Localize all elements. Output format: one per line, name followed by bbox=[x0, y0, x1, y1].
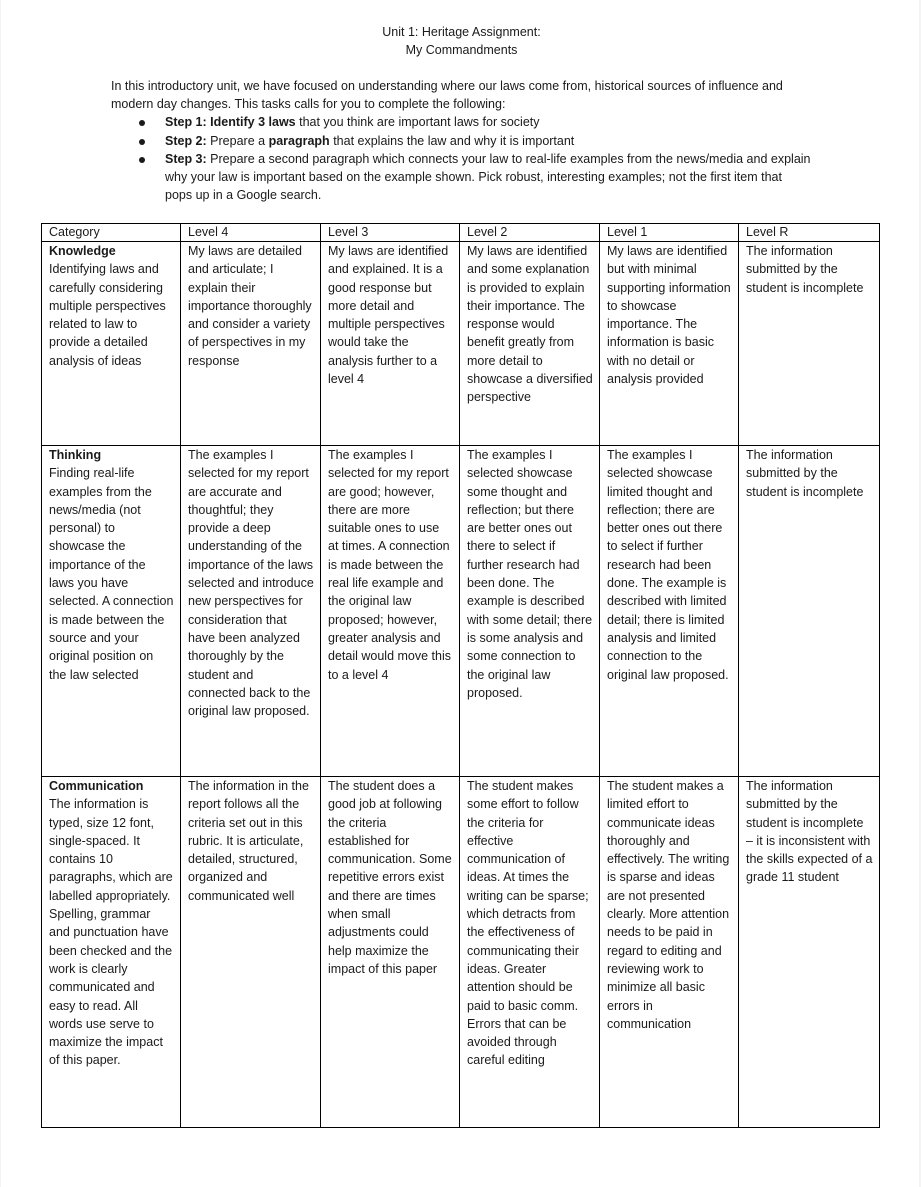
level-r-cell: The information submitted by the student is incomplete – it is inconsistent with the skills expected of a grade 11 student bbox=[739, 777, 880, 1128]
level-4-cell: My laws are detailed and articulate; I explain their importance thoroughly and consider a variety of perspectives in my response bbox=[181, 242, 321, 446]
category-description: The information is typed, size 12 font, single-spaced. It contains 10 paragraphs, which are labelled appropriately. Spelling, grammar and punctuation have been checked and the work is clearly communicated and easy to read. All words use serve to maximize the impact of this paper. bbox=[49, 797, 173, 1068]
category-description: Finding real-life examples from the news/media (not personal) to showcase the importance of the laws you have selected. A connection is made between the source and your original position on the law selected bbox=[49, 466, 174, 682]
bullet-icon bbox=[139, 120, 145, 126]
category-cell bbox=[42, 446, 181, 777]
header-level-r: Level R bbox=[739, 224, 880, 242]
step-item bbox=[111, 150, 811, 205]
table-row bbox=[42, 446, 880, 777]
category-name: Knowledge bbox=[49, 244, 116, 258]
step-item bbox=[111, 132, 811, 150]
table-row bbox=[42, 242, 880, 446]
header-level-3: Level 3 bbox=[321, 224, 460, 242]
category-cell bbox=[42, 242, 181, 446]
step-label: Step 1: bbox=[165, 115, 207, 130]
level-r-cell: The information submitted by the student is incomplete bbox=[739, 242, 880, 446]
category-description: Identifying laws and carefully considering multiple perspectives related to law to provide a detailed analysis of ideas bbox=[49, 262, 166, 368]
level-1-cell: The examples I selected showcase limited thought and reflection; there are better ones out there to select if further research had been done. The example is described with limited detail; there is limited analysis and limited connection to the original law proposed. bbox=[600, 446, 739, 777]
level-3-cell: The student does a good job at following the criteria established for communication. Some repetitive errors exist and there are times when small adjustments could help maximize the impact of this paper bbox=[321, 777, 460, 1128]
step-label: Step 2: bbox=[165, 133, 207, 148]
intro-section bbox=[111, 77, 811, 204]
step-item bbox=[111, 113, 811, 131]
table-row bbox=[42, 777, 880, 1128]
category-name: Thinking bbox=[49, 448, 102, 462]
header-category: Category bbox=[42, 224, 181, 242]
title-line-2: My Commandments bbox=[405, 43, 518, 57]
header-level-1: Level 1 bbox=[600, 224, 739, 242]
step-pre-text: Prepare a bbox=[210, 133, 266, 148]
intro-paragraph: In this introductory unit, we have focused on understanding where our laws come from, historical sources of influence and modern day changes. This tasks calls for you to complete the following: bbox=[111, 79, 783, 112]
step-label: Step 3: bbox=[165, 151, 207, 166]
level-1-cell: My laws are identified but with minimal supporting information to showcase importance. The information is basic with no detail or analysis provided bbox=[600, 242, 739, 446]
rubric-header-row bbox=[42, 224, 880, 242]
step-bold-text: paragraph bbox=[268, 133, 330, 148]
bullet-icon bbox=[139, 139, 145, 145]
level-4-cell: The examples I selected for my report are accurate and thoughtful; they provide a deep understanding of the importance of the laws selected and introduce new perspectives for consideration that have been analyzed thoroughly by the student and connected back to the original law proposed. bbox=[181, 446, 321, 777]
category-name: Communication bbox=[49, 779, 144, 793]
step-text: Prepare a second paragraph which connects your law to real-life examples from the news/media and explain why your law is important based on the example shown. Pick robust, interesting examples; not the first item that pops up in a Google search. bbox=[165, 151, 811, 203]
level-2-cell: My laws are identified and some explanation is provided to explain their importance. The response would benefit greatly from more detail to showcase a diversified perspective bbox=[460, 242, 600, 446]
level-r-cell: The information submitted by the student is incomplete bbox=[739, 446, 880, 777]
level-3-cell: The examples I selected for my report are good; however, there are more suitable ones to use at times. A connection is made between the real life example and the original law proposed; however, greater analysis and detail would move this to a level 4 bbox=[321, 446, 460, 777]
level-2-cell: The examples I selected showcase some thought and reflection; but there are better ones out there to select if further research had been done. The example is described with some detail; there is some analysis and some connection to the original law proposed. bbox=[460, 446, 600, 777]
level-3-cell: My laws are identified and explained. It is a good response but more detail and multiple perspectives would take the analysis further to a level 4 bbox=[321, 242, 460, 446]
header-level-4: Level 4 bbox=[181, 224, 321, 242]
step-text: that you think are important laws for society bbox=[299, 115, 540, 130]
steps-list bbox=[111, 113, 811, 204]
category-cell bbox=[42, 777, 181, 1128]
document-page bbox=[1, 0, 919, 1187]
level-2-cell: The student makes some effort to follow the criteria for effective communication of ideas. At times the writing can be sparse; which detracts from the effectiveness of communicating their ideas. Greater attention should be paid to basic comm. Errors that can be avoided through careful editing bbox=[460, 777, 600, 1128]
level-4-cell: The information in the report follows all the criteria set out in this rubric. It is articulate, detailed, structured, organized and communicated well bbox=[181, 777, 321, 1128]
rubric-table bbox=[41, 223, 880, 1128]
title-line-1: Unit 1: Heritage Assignment: bbox=[382, 25, 541, 39]
header-level-2: Level 2 bbox=[460, 224, 600, 242]
document-title bbox=[1, 23, 921, 59]
level-1-cell: The student makes a limited effort to communicate ideas thoroughly and effectively. The writing is sparse and ideas are not presented clearly. More attention needs to be paid in regard to editing and reviewing work to minimize all basic errors in communication bbox=[600, 777, 739, 1128]
step-bold-text: Identify 3 laws bbox=[210, 115, 296, 130]
bullet-icon bbox=[139, 157, 145, 163]
step-text: that explains the law and why it is important bbox=[333, 133, 575, 148]
